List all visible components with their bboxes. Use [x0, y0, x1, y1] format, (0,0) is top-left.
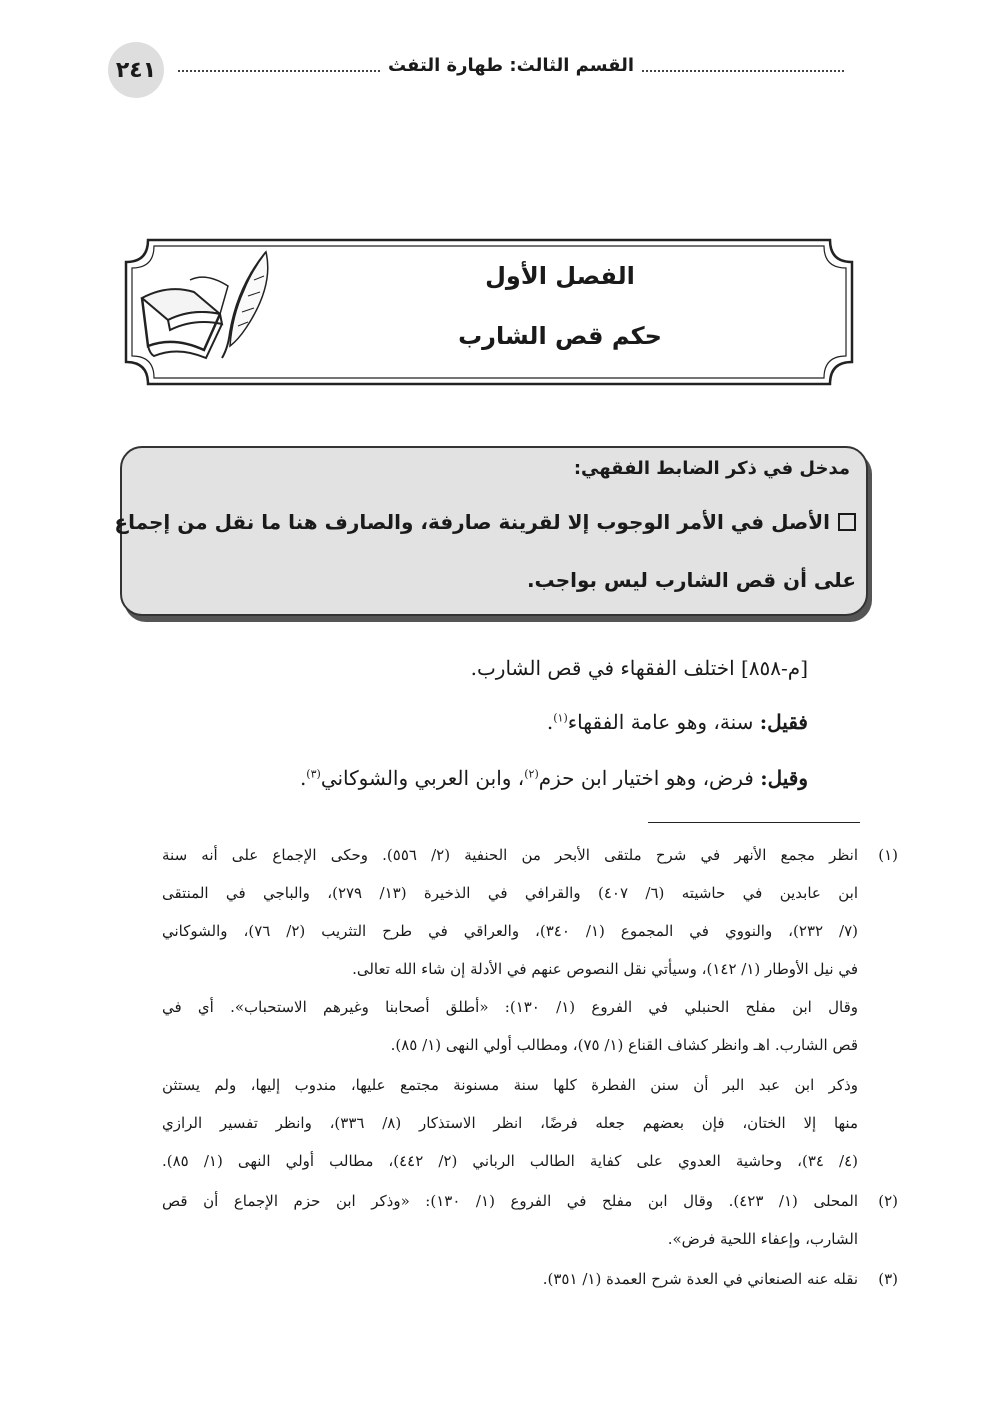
body-line-3-end: . [299, 766, 307, 790]
running-title: القسم الثالث: طهارة التفث [387, 55, 635, 76]
footnote-line: (٧/ ٢٣٢)، والنووي في المجموع (١/ ٣٤٠)، والعراقي في طرح التثريب (٢/ ٧٦)، والشوكاني [162, 922, 859, 940]
footnote-line: انظر مجمع الأنهر في شرح ملتقى الأبحر من الحنفية (٢/ ٥٥٦). وحكى الإجماع على أنه سنة [162, 846, 858, 864]
body-term-waqil: وقيل: [760, 766, 808, 790]
rule-heading: مدخل في ذكر الضابط الفقهي: [573, 458, 850, 479]
body-line-2-end: . [546, 710, 554, 734]
footnote-number-3: (٣) [878, 1270, 898, 1288]
header-dotted-leader-left [178, 70, 380, 72]
footnote-line: نقله عنه الصنعاني في العدة شرح العمدة (١/ ٣٥١). [542, 1270, 858, 1288]
rule-text-2: على أن قص الشارب ليس بواجب. [526, 568, 856, 592]
footnote-line: ابن عابدين في حاشيته (٦/ ٤٠٧) والقرافي في الذخيرة (١٣/ ٢٧٩)، والباجي في المنتقى [162, 884, 859, 902]
footnote-number-1: (١) [878, 846, 898, 864]
footnote-separator [648, 822, 860, 823]
footnote-line: منها إلا الختان، فإن بعضهم جعله فرضًا، انظر الاستذكار (٨/ ٣٣٦)، وانظر تفسير الرازي [162, 1114, 858, 1132]
rule-text-1: الأصل في الأمر الوجوب إلا لقرينة صارفة، والصارف هنا ما نقل من إجماع [114, 510, 830, 534]
footnote-line: في نيل الأوطار (١/ ١٤٢)، وسيأتي نقل النصوص عنهم في الأدلة إن شاء الله تعالى. [352, 960, 858, 978]
checkbox-icon [838, 513, 856, 531]
body-line-1: [م-٨٥٨] اختلف الفقهاء في قص الشارب. [470, 656, 808, 680]
chapter-label: الفصل الأول [485, 262, 635, 290]
footnote-line: الشارب، وإعفاء اللحية فرض». [667, 1230, 858, 1248]
body-line-2 [547, 710, 808, 734]
footnote-line: وقال ابن مفلح الحنبلي في الفروع (١/ ١٣٠): «أطلق أصحابنا وغيرهم الاستحباب». أي في [162, 998, 858, 1016]
footnote-line: قص الشارب. اهـ وانظر كشاف القناع (١/ ٧٥)، ومطالب أولي النهى (١/ ٨٥). [390, 1036, 858, 1054]
footnote-ref-1: (١) [553, 711, 568, 725]
header-dotted-leader-right [642, 70, 844, 72]
body-line-2-text: سنة، وهو عامة الفقهاء [567, 710, 760, 734]
page-number: ٢٤١ [108, 42, 164, 98]
footnote-line: وذكر ابن عبد البر أن سنن الفطرة كلها سنة مسنونة مجتمع عليها، مندوب إليها، ولم يستثن [162, 1076, 858, 1094]
rule-line-1 [114, 510, 856, 534]
body-line-3-text-b: ، وابن العربي والشوكاني [320, 766, 525, 790]
footnote-number-2: (٢) [878, 1192, 898, 1210]
body-line-3 [300, 766, 808, 790]
footnote-ref-3: (٣) [306, 767, 321, 781]
body-line-3-text-a: فرض، وهو اختيار ابن حزم [538, 766, 761, 790]
chapter-title: حكم قص الشارب [458, 322, 662, 350]
body-term-faqil: فقيل: [759, 710, 808, 734]
footnote-ref-2: (٢) [524, 767, 539, 781]
book-quill-icon [134, 246, 284, 364]
footnote-line: المحلى (١/ ٤٢٣). وقال ابن مفلح في الفروع (١/ ١٣٠): «وذكر ابن حزم الإجماع أن قص [162, 1192, 859, 1210]
footnote-line: (٤/ ٣٤)، وحاشية العدوي على كفاية الطالب الرباني (٢/ ٤٤٢)، مطالب أولي النهى (١/ ٨٥). [162, 1152, 858, 1170]
